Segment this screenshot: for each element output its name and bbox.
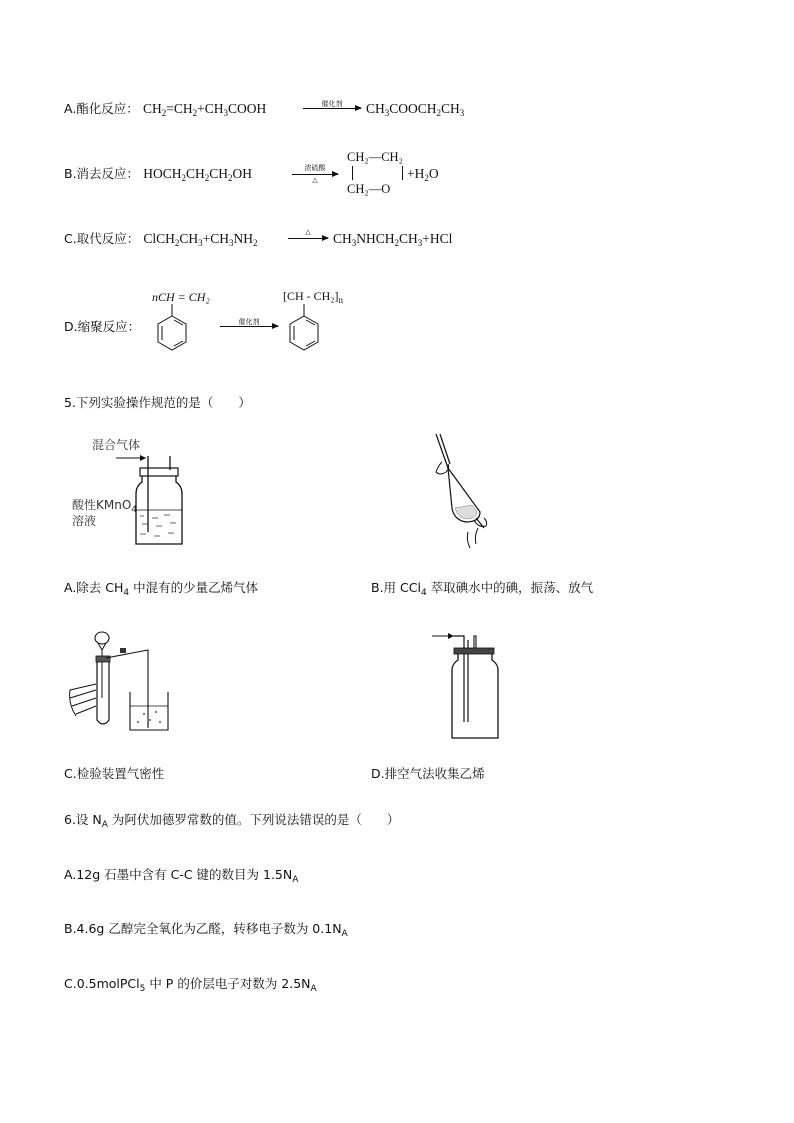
option-4c <box>64 230 258 252</box>
option-4d-condition: 催化剂 <box>238 318 260 326</box>
styrene-monomer-structure <box>150 302 200 366</box>
option-4b-water: $+H_2O$ <box>407 166 439 183</box>
option-4d-arrow <box>220 326 278 327</box>
question-6-stem: 6.设 $N_A$ 为阿伏加德罗常数的值。下列说法错误的是（ ） <box>64 812 400 830</box>
option-4a <box>64 100 266 122</box>
fig-a-gas-label: 混合气体 <box>92 438 141 452</box>
option-4a-products: $CH_3COOCH_2CH_3$ <box>366 101 465 118</box>
fig-a-reagent-label-2: 溶液 <box>72 514 97 528</box>
option-4a-prefix: A.酯化反应： <box>64 101 139 116</box>
option-4c-reactants: $ClCH_2CH_3+CH_3NH_2$ <box>143 231 258 248</box>
option-4b-prefix: B.消去反应： <box>64 166 140 181</box>
polymer-bracket-right: ] <box>334 289 339 303</box>
option-4a-arrow <box>303 108 361 109</box>
polystyrene-label: $[CH - CH_2]_n$ <box>283 289 344 305</box>
ring-product-top: CH₂—CH₂ <box>347 150 403 164</box>
option-4a-reactants: $CH_2=CH_2+CH_3COOH$ <box>142 101 267 118</box>
option-5a: A.除去 $CH_4$ 中混有的少量乙烯气体 <box>64 580 259 598</box>
option-5d: D.排空气法收集乙烯 <box>371 766 485 781</box>
ring-product-left-bond <box>352 166 353 180</box>
polystyrene-structure <box>282 302 332 366</box>
option-4b-reactants: $HOCH_2CH_2CH_2OH$ <box>143 166 252 183</box>
ring-product-right-bond <box>402 166 403 180</box>
option-4d-prefix: D.缩聚反应： <box>64 319 141 334</box>
option-6a: A.12g 石墨中含有 C-C 键的数目为 $1.5N_A$ <box>64 867 299 885</box>
option-4b-arrow <box>292 174 338 175</box>
option-4b-condition-bottom: △ <box>312 176 318 184</box>
fig-a-reagent-label: 酸性KMnO$_4$ <box>72 498 138 515</box>
separatory-funnel-figure <box>428 432 500 550</box>
question-5-stem: 5.下列实验操作规范的是（ ） <box>64 395 251 410</box>
option-6c: C.0.5molPCl$_5$ 中 P 的价层电子对数为 $2.5N_A$ <box>64 976 317 994</box>
airtightness-check-figure <box>68 628 172 732</box>
option-5c: C.检验装置气密性 <box>64 766 165 781</box>
gas-washing-bottle-figure <box>112 448 192 548</box>
option-4c-prefix: C.取代反应： <box>64 231 140 246</box>
option-4b <box>64 165 252 187</box>
option-4c-arrow <box>288 238 328 239</box>
option-5b: B.用 CCl$_4$ 萃取碘水中的碘，振荡、放气 <box>371 580 594 598</box>
option-4b-condition-top: 浓硫酸 <box>304 164 326 172</box>
option-6b: B.4.6g 乙醇完全氧化为乙醛，转移电子数为 $0.1N_A$ <box>64 921 348 939</box>
option-4c-condition: △ <box>305 228 311 236</box>
option-4c-products: $CH_3NHCH_2CH_3+HCl$ <box>333 231 453 248</box>
polymer-bracket-left: [ <box>283 289 287 303</box>
gas-collection-bottle-figure <box>430 628 510 740</box>
option-4a-condition: 催化剂 <box>321 100 343 108</box>
styrene-monomer-label: nCH = CH₂ <box>152 290 210 304</box>
ring-product-bottom: CH₂—O <box>347 182 391 196</box>
